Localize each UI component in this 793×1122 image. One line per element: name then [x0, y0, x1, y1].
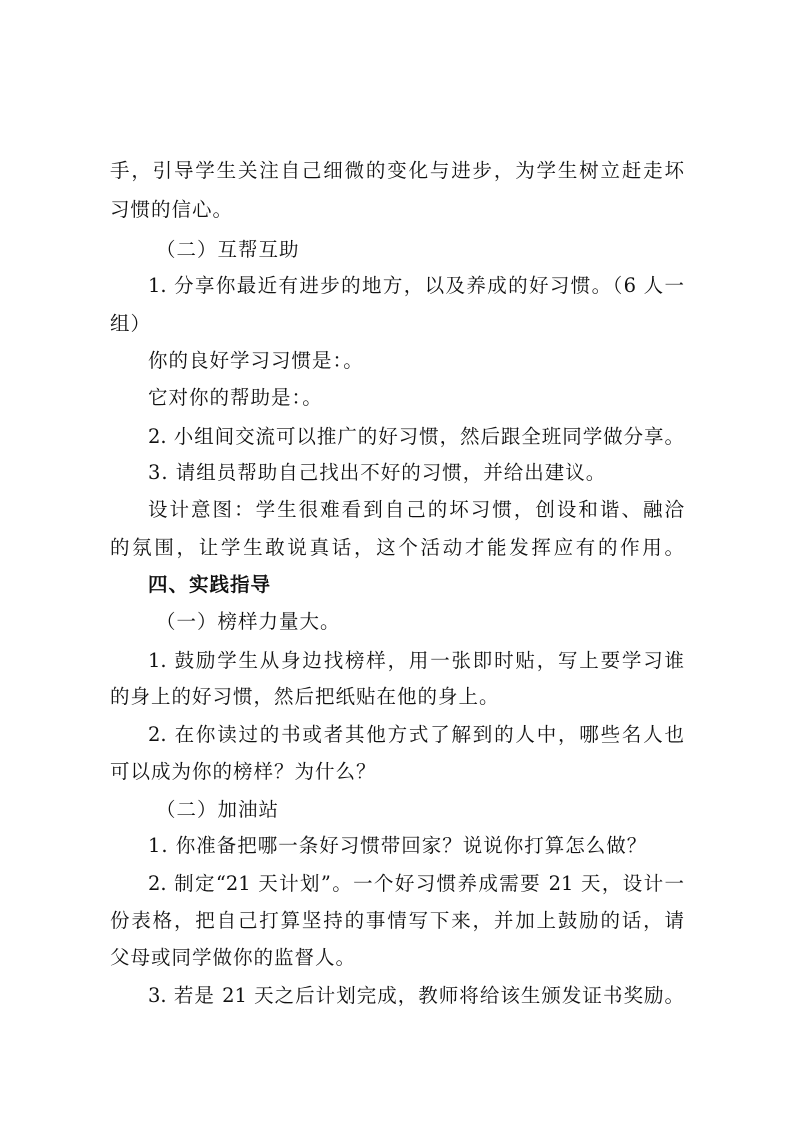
- paragraph-line: 它对你的帮助是：。: [148, 386, 323, 409]
- paragraph-line: 可以成为你的榜样？为什么？: [110, 760, 377, 783]
- list-item: 2. 在你读过的书或者其他方式了解到的人中，哪些名人也: [148, 723, 684, 746]
- list-item: 3. 若是 21 天之后计划完成，教师将给该生颁发证书奖励。: [148, 984, 684, 1007]
- list-item: 1. 分享你最近有进步的地方，以及养成的好习惯。（6 人一: [148, 274, 684, 297]
- paragraph-line: 份表格，把自己打算坚持的事情写下来，并加上鼓励的话，请: [110, 909, 684, 932]
- list-item: 2. 制定“21 天计划”。一个好习惯养成需要 21 天，设计一: [148, 872, 684, 895]
- list-item: 1. 你准备把哪一条好习惯带回家？说说你打算怎么做？: [148, 834, 648, 857]
- paragraph-line: 你的良好学习习惯是：。: [148, 349, 364, 372]
- list-item: 1. 鼓励学生从身边找榜样，用一张即时贴，写上要学习谁: [148, 649, 684, 672]
- subsection-heading: （二）加油站: [156, 798, 280, 821]
- paragraph-line: 设计意图：学生很难看到自己的坏习惯，创设和谐、融洽: [148, 498, 684, 521]
- subsection-heading: （一）榜样力量大。: [156, 610, 341, 633]
- section-heading: 四、实践指导: [148, 573, 272, 596]
- paragraph-line: 父母或同学做你的监督人。: [110, 946, 357, 969]
- paragraph-line: 组）: [110, 312, 152, 335]
- list-item: 3. 请组员帮助自己找出不好的习惯，并给出建议。: [148, 461, 607, 484]
- paragraph-line: 的身上的好习惯，然后把纸贴在他的身上。: [110, 685, 500, 708]
- paragraph-line: 习惯的信心。: [110, 198, 234, 221]
- paragraph-line: 的氛围，让学生敢说真话，这个活动才能发挥应有的作用。: [110, 536, 684, 559]
- paragraph-line: 手，引导学生关注自己细微的变化与进步，为学生树立赶走坏: [110, 159, 684, 182]
- list-item: 2. 小组间交流可以推广的好习惯，然后跟全班同学做分享。: [148, 425, 684, 448]
- subsection-heading: （二）互帮互助: [156, 238, 300, 261]
